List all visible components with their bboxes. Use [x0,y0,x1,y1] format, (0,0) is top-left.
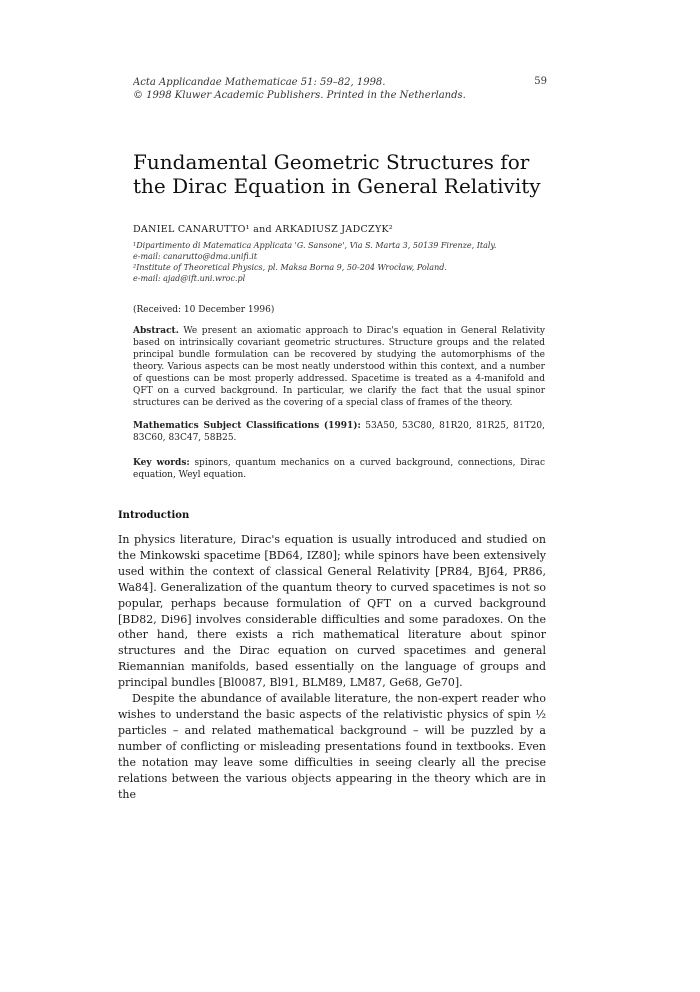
received-date: (Received: 10 December 1996) [133,305,275,315]
body-paragraph: Despite the abundance of available literature, the non-expert reader who wishes to understand the basic aspects of the relativistic physics of spin ½ particles – and related mathematical background – will be puzzled by a number of conflicting or misleading presentations found in textbooks. Even the notation may leave some difficulties in seeing clearly all the precise relations between the various objects appearing in the theory which are in the [118,692,546,801]
paper-title: Fundamental Geometric Structures for the Dirac Equation in General Relativity [133,150,541,198]
publisher-line: © 1998 Kluwer Academic Publishers. Printed in the Netherlands. [133,90,466,101]
keywords-label: Key words: [133,458,190,468]
msc-classification [133,420,545,444]
abstract [133,325,545,409]
paper-authors: DANIEL CANARUTTO¹ and ARKADIUSZ JADCZYK² [133,224,394,235]
abstract-text: We present an axiomatic approach to Dirac's equation in General Relativity based on intrinsically covariant geometric structures. Structure groups and the related principal bundle formulation can be recovered by studying the automorphisms of the theory. Various aspects can be most neatly understood within this context, and a number of questions can be most properly addressed. Spacetime is treated as a 4-manifold and QFT on a curved background. In particular, we clarify the fact that the usual spinor structures can be derived as the covering of a special class of frames of the theory. [133,326,545,408]
abstract-label: Abstract. [133,326,179,336]
journal-header [133,76,543,102]
keywords-text: spinors, quantum mechanics on a curved background, connections, Dirac equation, Weyl equation. [133,458,545,480]
msc-label: Mathematics Subject Classifications (1991): [133,421,361,431]
section-heading: Introduction [118,510,190,521]
affiliation-line: ²Institute of Theoretical Physics, pl. Maksa Borna 9, 50-204 Wrocław, Poland. [133,263,447,272]
keywords [133,457,545,481]
affiliation-line: e-mail: ajad@ift.uni.wroc.pl [133,274,246,283]
body-text [118,532,546,802]
body-paragraph: In physics literature, Dirac's equation is usually introduced and studied on the Minkowski spacetime [BD64, IZ80]; while spinors have been extensively used within the context of classical General Relativity [PR84, BJ64, PR86, Wa84]. Generalization of the quantum theory to curved spacetimes is not so popular, perhaps because formulation of QFT on a curved background [BD82, Di96] involves considerable difficulties and some paradoxes. On the other hand, there exists a rich mathematical literature about spinor structures and the Dirac equation on curved spacetimes and general Riemannian manifolds, based essentially on the language of groups and principal bundles [Bl0087, Bl91, BLM89, LM87, Ge68, Ge70]. [118,533,546,690]
affiliation-line: ¹Dipartimento di Matematica Applicata 'G. Sansone', Via S. Marta 3, 50139 Firenze, Italy. [133,241,497,250]
affiliation-line: e-mail: canarutto@dma.unifi.it [133,252,258,261]
page-number: 59 [534,76,547,87]
journal-citation: Acta Applicandae Mathematicae 51: 59–82, 1998. [133,77,386,88]
affiliations [133,240,553,284]
msc-codes: 53A50, 53C80, 81R20, 81R25, 81T20, 83C60, 83C47, 58B25. [133,421,545,443]
